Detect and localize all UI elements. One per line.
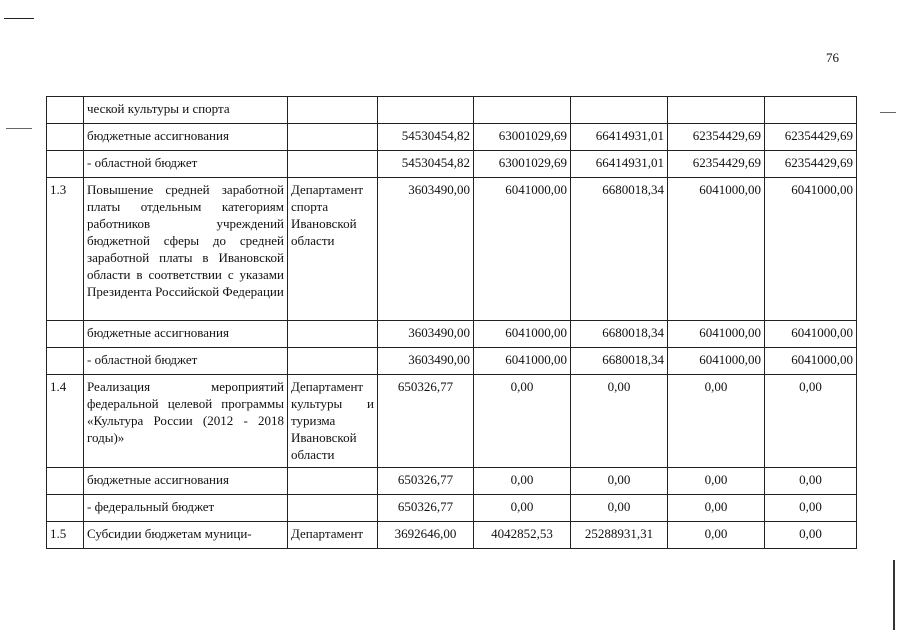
table-row	[47, 97, 857, 124]
row-number	[47, 124, 84, 151]
value-cell: 62354429,69	[668, 124, 765, 151]
value-cell: 0,00	[668, 468, 765, 495]
row-description: Субсидии бюджетам муници-	[84, 522, 288, 549]
value-cell: 650326,77	[378, 495, 474, 522]
row-department	[288, 348, 378, 375]
value-cell: 0,00	[571, 375, 668, 468]
row-description: бюджетные ассигнования	[84, 321, 288, 348]
value-cell: 0,00	[474, 375, 571, 468]
value-cell	[474, 97, 571, 124]
row-department	[288, 468, 378, 495]
value-cell	[571, 97, 668, 124]
value-cell: 62354429,69	[765, 124, 857, 151]
table-row	[47, 348, 857, 375]
row-description: - областной бюджет	[84, 151, 288, 178]
row-description: - областной бюджет	[84, 348, 288, 375]
value-cell: 0,00	[668, 375, 765, 468]
value-cell: 4042852,53	[474, 522, 571, 549]
row-department: Департамент культуры и туризма Ивановской области	[288, 375, 378, 468]
value-cell	[378, 97, 474, 124]
value-cell: 6041000,00	[765, 348, 857, 375]
value-cell	[668, 97, 765, 124]
row-description: Повышение средней заработной платы отдельным категориям работников учреждений бюджетной сферы до средней заработной платы в Ивановской области в соответствии с указами Президента Российской Федерации	[84, 178, 288, 321]
value-cell: 62354429,69	[668, 151, 765, 178]
value-cell: 0,00	[765, 522, 857, 549]
value-cell: 6041000,00	[474, 348, 571, 375]
table-row	[47, 178, 857, 321]
row-description: - федеральный бюджет	[84, 495, 288, 522]
row-number	[47, 495, 84, 522]
table-row	[47, 495, 857, 522]
table-row	[47, 151, 857, 178]
value-cell: 6041000,00	[668, 178, 765, 321]
row-number: 1.4	[47, 375, 84, 468]
value-cell: 6041000,00	[668, 321, 765, 348]
value-cell: 63001029,69	[474, 124, 571, 151]
scan-mark	[6, 128, 32, 129]
value-cell: 6041000,00	[765, 321, 857, 348]
value-cell	[765, 97, 857, 124]
table-row	[47, 375, 857, 468]
value-cell: 3603490,00	[378, 321, 474, 348]
value-cell: 0,00	[765, 495, 857, 522]
value-cell: 66414931,01	[571, 124, 668, 151]
value-cell: 0,00	[765, 375, 857, 468]
row-number	[47, 97, 84, 124]
value-cell: 25288931,31	[571, 522, 668, 549]
value-cell: 0,00	[668, 495, 765, 522]
value-cell: 0,00	[668, 522, 765, 549]
value-cell: 0,00	[474, 468, 571, 495]
value-cell: 650326,77	[378, 375, 474, 468]
row-number	[47, 321, 84, 348]
value-cell: 6041000,00	[474, 178, 571, 321]
row-department	[288, 97, 378, 124]
table-row	[47, 522, 857, 549]
value-cell: 6041000,00	[474, 321, 571, 348]
value-cell: 6680018,34	[571, 348, 668, 375]
row-description: бюджетные ассигнования	[84, 124, 288, 151]
value-cell: 62354429,69	[765, 151, 857, 178]
scan-mark	[4, 18, 34, 19]
row-number	[47, 151, 84, 178]
value-cell: 6041000,00	[765, 178, 857, 321]
row-description: Реализация мероприятий федеральной целевой программы «Культура России (2012 - 2018 годы)»	[84, 375, 288, 468]
value-cell: 650326,77	[378, 468, 474, 495]
table-row	[47, 321, 857, 348]
scan-edge	[893, 560, 895, 630]
value-cell: 63001029,69	[474, 151, 571, 178]
page-number: 76	[826, 50, 839, 65]
row-department	[288, 321, 378, 348]
row-description: бюджетные ассигнования	[84, 468, 288, 495]
row-department	[288, 151, 378, 178]
row-number	[47, 348, 84, 375]
value-cell: 6680018,34	[571, 178, 668, 321]
table-row	[47, 468, 857, 495]
value-cell: 54530454,82	[378, 151, 474, 178]
row-department: Департамент	[288, 522, 378, 549]
scan-mark	[880, 112, 896, 113]
value-cell: 6041000,00	[668, 348, 765, 375]
row-number: 1.3	[47, 178, 84, 321]
row-department	[288, 124, 378, 151]
value-cell: 3692646,00	[378, 522, 474, 549]
row-department: Департамент спорта Ивановской области	[288, 178, 378, 321]
table-row	[47, 124, 857, 151]
row-number: 1.5	[47, 522, 84, 549]
value-cell: 0,00	[571, 495, 668, 522]
row-number	[47, 468, 84, 495]
value-cell: 3603490,00	[378, 348, 474, 375]
value-cell: 6680018,34	[571, 321, 668, 348]
budget-table	[46, 96, 857, 549]
value-cell: 66414931,01	[571, 151, 668, 178]
row-description: ческой культуры и спорта	[84, 97, 288, 124]
value-cell: 54530454,82	[378, 124, 474, 151]
value-cell: 0,00	[571, 468, 668, 495]
value-cell: 0,00	[474, 495, 571, 522]
row-department	[288, 495, 378, 522]
value-cell: 3603490,00	[378, 178, 474, 321]
value-cell: 0,00	[765, 468, 857, 495]
